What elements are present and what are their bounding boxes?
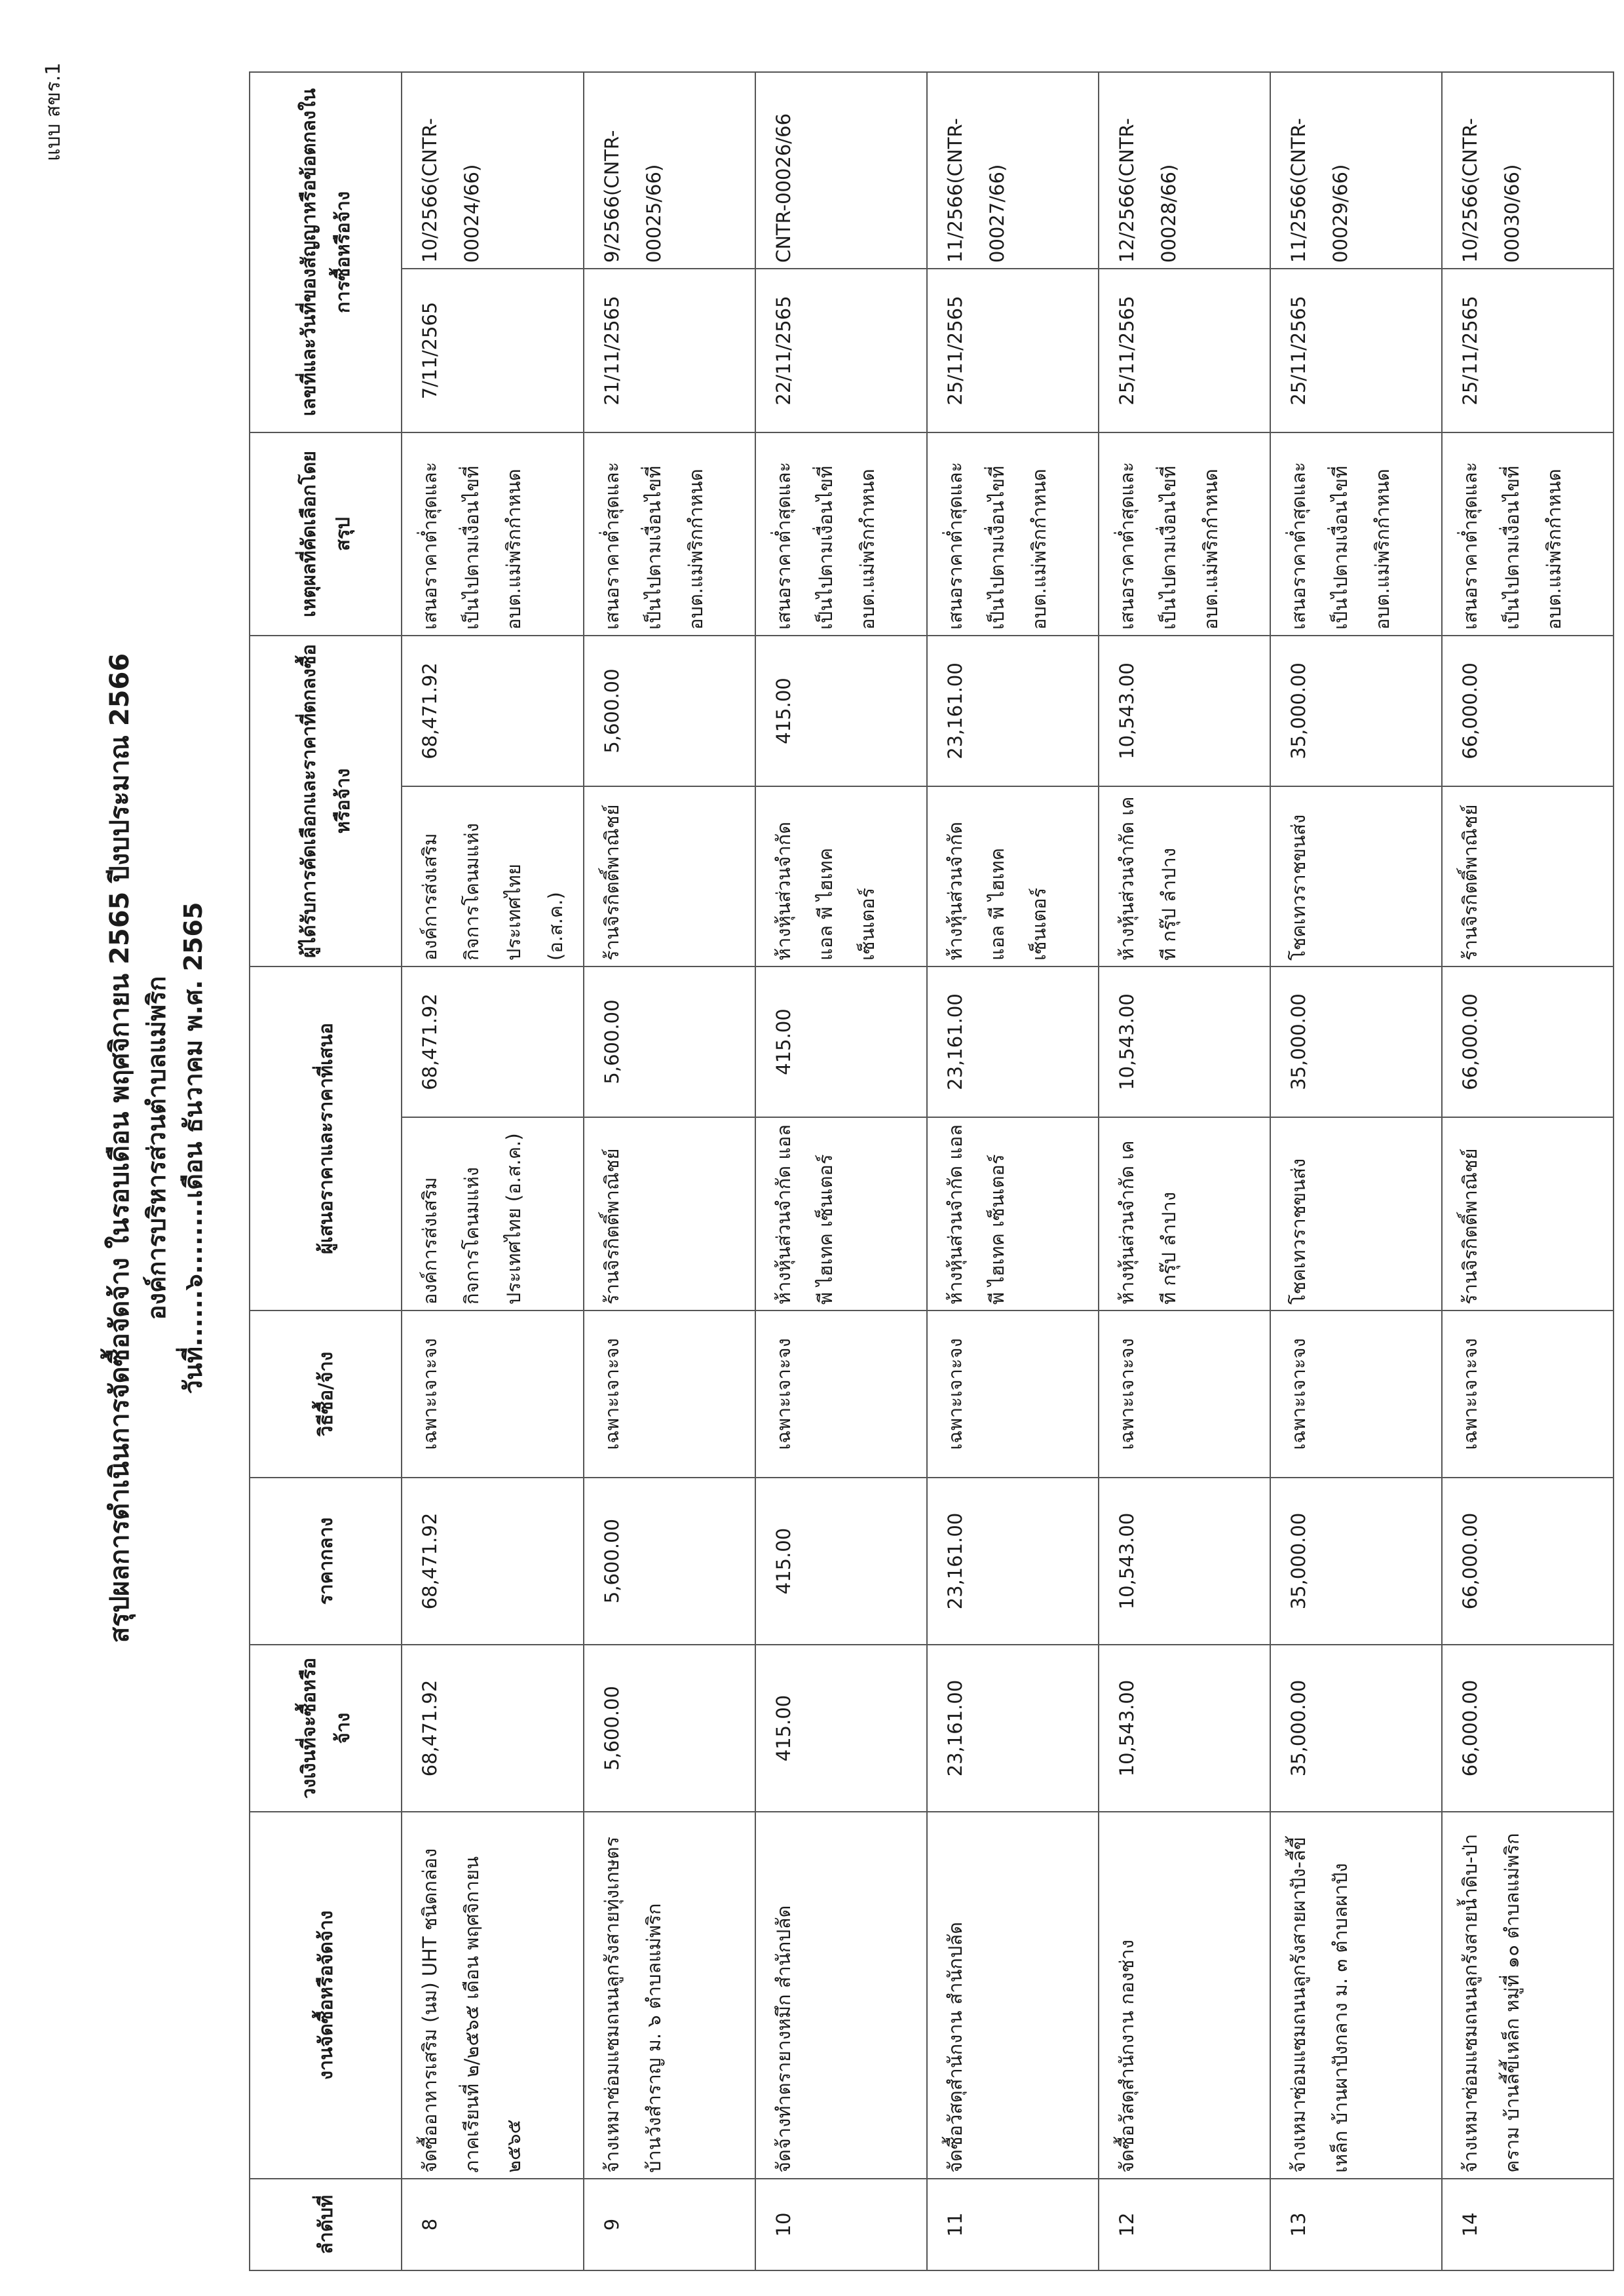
- table-row: [1442, 72, 1614, 2270]
- cell-reason: เสนอราคาต่ำสุดและเป็นไปตามเงื่อนไขที่ อบต.แม่พริกกำหนด: [927, 432, 1099, 636]
- header-reason: เหตุผลที่คัดเลือกโดยสรุป: [250, 432, 402, 636]
- cell-median-price: 10,543.00: [1099, 1478, 1270, 1645]
- cell-item: จ้างเหมาซ่อมแซมถนนลูกรังสายน้ำดิบ-ป่าคราม บ้านลี้ขี้เหล็ก หมู่ที่ ๑๐ ตำบลแม่พริก: [1442, 1812, 1614, 2179]
- document-date: วันที่......๖........เดือน ธันวาคม พ.ศ. 2565: [179, 902, 208, 1394]
- cell-median-price: 68,471.92: [402, 1478, 584, 1645]
- cell-win-price: 10,543.00: [1099, 636, 1270, 786]
- cell-contract-no: 10/2566(CNTR-00030/66): [1442, 72, 1614, 269]
- cell-winner: ห้างหุ้นส่วนจำกัด เค ที กรุ๊ป ลำปาง: [1099, 786, 1270, 966]
- cell-win-price: 66,000.00: [1442, 636, 1614, 786]
- header-no: ลำดับที่: [250, 2179, 402, 2270]
- cell-winner: องค์การส่งเสริมกิจการโคนมแห่งประเทศไทย (อ.ส.ค.): [402, 786, 584, 966]
- cell-bid-price: 68,471.92: [402, 966, 584, 1117]
- cell-method: เฉพาะเจาะจง: [1099, 1311, 1270, 1478]
- cell-contract-date: 25/11/2565: [1442, 269, 1614, 432]
- cell-winner: ห้างหุ้นส่วนจำกัด แอล พี ไฮเทค เซ็นเตอร์: [755, 786, 927, 966]
- cell-bid-price: 23,161.00: [927, 966, 1099, 1117]
- cell-bid-price: 10,543.00: [1099, 966, 1270, 1117]
- table-row: [584, 72, 755, 2270]
- cell-median-price: 5,600.00: [584, 1478, 755, 1645]
- header-item: งานจัดซื้อหรือจัดจ้าง: [250, 1812, 402, 2179]
- cell-reason: เสนอราคาต่ำสุดและเป็นไปตามเงื่อนไขที่ อบต.แม่พริกกำหนด: [1099, 432, 1270, 636]
- cell-contract-no: 11/2566(CNTR-00027/66): [927, 72, 1099, 269]
- procurement-table: [249, 71, 1614, 2271]
- cell-budget: 415.00: [755, 1645, 927, 1812]
- cell-median-price: 35,000.00: [1270, 1478, 1442, 1645]
- cell-reason: เสนอราคาต่ำสุดและเป็นไปตามเงื่อนไขที่ อบต.แม่พริกกำหนด: [1270, 432, 1442, 636]
- cell-median-price: 415.00: [755, 1478, 927, 1645]
- table-body: [402, 72, 1614, 2270]
- cell-contract-no: 12/2566(CNTR-00028/66): [1099, 72, 1270, 269]
- cell-win-price: 23,161.00: [927, 636, 1099, 786]
- header-bidders: ผู้เสนอราคาและราคาที่เสนอ: [250, 966, 402, 1311]
- cell-budget: 23,161.00: [927, 1645, 1099, 1812]
- table-row: [402, 72, 584, 2270]
- cell-contract-date: 22/11/2565: [755, 269, 927, 432]
- cell-item: จ้างเหมาซ่อมแซมถนนลูกรังสายทุ่งเกษตรบ้านวังสำราญ ม. ๖ ตำบลแม่พริก: [584, 1812, 755, 2179]
- cell-win-price: 415.00: [755, 636, 927, 786]
- cell-bidder: ห้างหุ้นส่วนจำกัด แอล พี ไฮเทค เซ็นเตอร์: [755, 1117, 927, 1311]
- cell-win-price: 35,000.00: [1270, 636, 1442, 786]
- cell-budget: 10,543.00: [1099, 1645, 1270, 1812]
- header-budget: วงเงินที่จะซื้อหรือจ้าง: [250, 1645, 402, 1812]
- cell-contract-no: 11/2566(CNTR-00029/66): [1270, 72, 1442, 269]
- cell-method: เฉพาะเจาะจง: [402, 1311, 584, 1478]
- cell-no: 14: [1442, 2179, 1614, 2270]
- table-row: [1099, 72, 1270, 2270]
- cell-reason: เสนอราคาต่ำสุดและเป็นไปตามเงื่อนไขที่ อบต.แม่พริกกำหนด: [755, 432, 927, 636]
- cell-no: 11: [927, 2179, 1099, 2270]
- cell-method: เฉพาะเจาะจง: [584, 1311, 755, 1478]
- cell-contract-no: 9/2566(CNTR-00025/66): [584, 72, 755, 269]
- cell-method: เฉพาะเจาะจง: [1442, 1311, 1614, 1478]
- cell-winner: ร้านจิรกิตติ์พาณิชย์: [1442, 786, 1614, 966]
- cell-contract-date: 25/11/2565: [1270, 269, 1442, 432]
- cell-contract-date: 21/11/2565: [584, 269, 755, 432]
- table-row: [1270, 72, 1442, 2270]
- cell-bidder: องค์การส่งเสริมกิจการโคนมแห่งประเทศไทย (อ.ส.ค.): [402, 1117, 584, 1311]
- cell-budget: 5,600.00: [584, 1645, 755, 1812]
- cell-method: เฉพาะเจาะจง: [755, 1311, 927, 1478]
- cell-bid-price: 35,000.00: [1270, 966, 1442, 1117]
- cell-bidder: โชคเทวราชขนส่ง: [1270, 1117, 1442, 1311]
- table-row: [755, 72, 927, 2270]
- header-method: วิธีซื้อ/จ้าง: [250, 1311, 402, 1478]
- cell-no: 8: [402, 2179, 584, 2270]
- cell-item: จัดจ้างทำตรายางหมึก สำนักปลัด: [755, 1812, 927, 2179]
- cell-bidder: ร้านจิรกิตติ์พาณิชย์: [584, 1117, 755, 1311]
- cell-win-price: 5,600.00: [584, 636, 755, 786]
- cell-method: เฉพาะเจาะจง: [1270, 1311, 1442, 1478]
- cell-bidder: ร้านจิรกิตติ์พาณิชย์: [1442, 1117, 1614, 1311]
- cell-reason: เสนอราคาต่ำสุดและเป็นไปตามเงื่อนไขที่ อบต.แม่พริกกำหนด: [584, 432, 755, 636]
- cell-budget: 35,000.00: [1270, 1645, 1442, 1812]
- header-contract: เลขที่และวันที่ของสัญญาหรือข้อตกลงในการซื้อหรือจ้าง: [250, 72, 402, 432]
- cell-median-price: 66,000.00: [1442, 1478, 1614, 1645]
- cell-item: จัดซื้อวัสดุสำนักงาน สำนักปลัด: [927, 1812, 1099, 2179]
- header-winner: ผู้ได้รับการคัดเลือกและราคาที่ตกลงซื้อหรือจ้าง: [250, 636, 402, 966]
- table-header-row: [250, 72, 402, 2270]
- cell-no: 12: [1099, 2179, 1270, 2270]
- cell-reason: เสนอราคาต่ำสุดและเป็นไปตามเงื่อนไขที่ อบต.แม่พริกกำหนด: [1442, 432, 1614, 636]
- cell-item: จัดซื้ออาหารเสริม (นม) UHT ชนิดกล่อง ภาคเรียนที่ ๒/๒๕๖๕ เดือน พฤศจิกายน ๒๕๖๕: [402, 1812, 584, 2179]
- cell-contract-no: 10/2566(CNTR-00024/66): [402, 72, 584, 269]
- cell-contract-no: CNTR-00026/66: [755, 72, 927, 269]
- document-title: สรุปผลการดำเนินการจัดซื้อจัดจ้าง ในรอบเดือน พฤศจิกายน 2565 ปีงบประมาณ 2566: [105, 653, 135, 1643]
- table-row: [927, 72, 1099, 2270]
- cell-item: จัดซื้อวัสดุสำนักงาน กองช่าง: [1099, 1812, 1270, 2179]
- cell-no: 10: [755, 2179, 927, 2270]
- form-code: แบบ สขร.1: [42, 62, 65, 161]
- cell-winner: โชคเทวราชขนส่ง: [1270, 786, 1442, 966]
- cell-reason: เสนอราคาต่ำสุดและเป็นไปตามเงื่อนไขที่ อบต.แม่พริกกำหนด: [402, 432, 584, 636]
- organization-name: องค์การบริหารส่วนตำบลแม่พริก: [142, 976, 171, 1320]
- cell-winner: ห้างหุ้นส่วนจำกัด แอล พี ไฮเทค เซ็นเตอร์: [927, 786, 1099, 966]
- cell-bidder: ห้างหุ้นส่วนจำกัด แอล พี ไฮเทค เซ็นเตอร์: [927, 1117, 1099, 1311]
- header-median-price: ราคากลาง: [250, 1478, 402, 1645]
- cell-median-price: 23,161.00: [927, 1478, 1099, 1645]
- cell-contract-date: 25/11/2565: [1099, 269, 1270, 432]
- cell-item: จ้างเหมาซ่อมแซมถนนลูกรังสายผาปัง-ลี้ขี้เหล็ก บ้านผาปังกลาง ม. ๓ ตำบลผาปัง: [1270, 1812, 1442, 2179]
- cell-no: 9: [584, 2179, 755, 2270]
- cell-bid-price: 5,600.00: [584, 966, 755, 1117]
- cell-bid-price: 66,000.00: [1442, 966, 1614, 1117]
- cell-budget: 66,000.00: [1442, 1645, 1614, 1812]
- cell-bidder: ห้างหุ้นส่วนจำกัด เค ที กรุ๊ป ลำปาง: [1099, 1117, 1270, 1311]
- cell-no: 13: [1270, 2179, 1442, 2270]
- cell-method: เฉพาะเจาะจง: [927, 1311, 1099, 1478]
- cell-bid-price: 415.00: [755, 966, 927, 1117]
- cell-contract-date: 7/11/2565: [402, 269, 584, 432]
- cell-winner: ร้านจิรกิตติ์พาณิชย์: [584, 786, 755, 966]
- cell-budget: 68,471.92: [402, 1645, 584, 1812]
- cell-win-price: 68,471.92: [402, 636, 584, 786]
- cell-contract-date: 25/11/2565: [927, 269, 1099, 432]
